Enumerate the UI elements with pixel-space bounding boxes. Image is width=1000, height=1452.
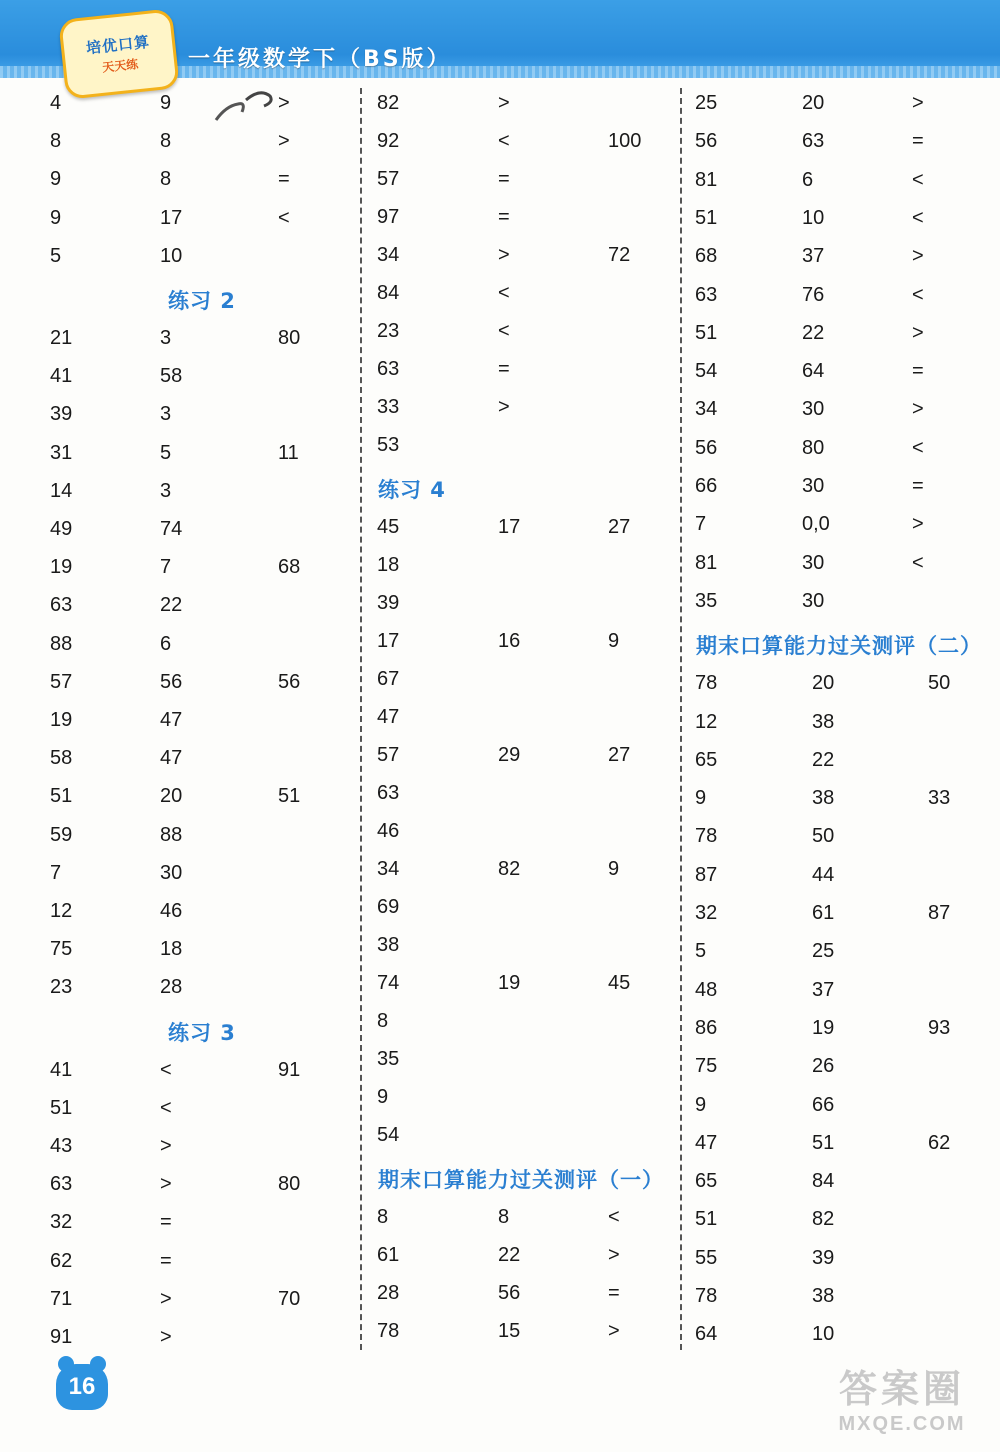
answer-cell: 25 [812, 940, 835, 963]
answer-cell: 19 [498, 972, 521, 994]
answer-cell: 48 [695, 978, 718, 1001]
answer-cell: 20 [160, 785, 183, 808]
answer-cell: 34 [695, 398, 718, 421]
answer-cell: 47 [695, 1131, 718, 1154]
answer-cell: 76 [802, 283, 825, 306]
answer-cell: 30 [160, 861, 183, 884]
answer-cell: 68 [695, 245, 718, 268]
answer-cell: 8 [160, 130, 172, 153]
answer-cell: 9 [377, 1086, 389, 1108]
answer-cell: 47 [160, 709, 183, 731]
logo-subtitle: 天天练 [101, 57, 139, 75]
answer-cell: 66 [812, 1093, 835, 1116]
answer-cell: 88 [160, 823, 183, 846]
answer-cell: 22 [812, 748, 835, 771]
answer-cell: > [160, 1326, 172, 1348]
answer-cell: 57 [377, 168, 400, 190]
answer-cell: 69 [377, 896, 400, 918]
answer-cell: 7 [160, 556, 172, 579]
answer-cell: < [278, 206, 290, 229]
answer-cell: 10 [812, 1323, 835, 1346]
answer-cell: 8 [498, 1206, 510, 1228]
answer-cell: 28 [377, 1282, 400, 1304]
answer-cell: < [498, 320, 510, 342]
answer-cell: 49 [50, 518, 73, 540]
answer-cell: 6 [160, 632, 172, 655]
answer-cell: 8 [160, 168, 172, 191]
answer-cell: 33 [928, 787, 951, 810]
answer-cell: 15 [498, 1320, 521, 1342]
answer-cell: 23 [377, 320, 400, 342]
answer-cell: 80 [278, 327, 301, 349]
answer-cell: 34 [377, 858, 400, 880]
answer-cell: 92 [377, 130, 400, 152]
answer-cell: 9 [160, 92, 172, 114]
section-heading: 期末口算能力过关测评（二） [696, 634, 982, 659]
answer-cell: = [912, 475, 924, 497]
answer-cell: < [498, 282, 510, 304]
answer-cell: 9 [695, 787, 707, 810]
answer-cell: = [498, 206, 510, 228]
answer-cell: 17 [377, 630, 400, 652]
answer-cell: 35 [695, 589, 718, 612]
answer-cell: > [608, 1244, 620, 1266]
answer-cell: > [160, 1287, 172, 1310]
answer-cell: = [160, 1249, 172, 1272]
answer-cell: 86 [695, 1016, 718, 1039]
answer-cell: 63 [50, 594, 73, 617]
answer-cell: 63 [377, 782, 400, 804]
answer-cell: 5 [160, 441, 172, 464]
answer-cell: > [912, 321, 924, 344]
answer-cell: 12 [695, 710, 718, 733]
answer-cell: 10 [802, 206, 825, 229]
answer-cell: 9 [608, 630, 620, 652]
column-divider-1 [360, 88, 362, 1350]
answer-cell: 14 [50, 479, 73, 502]
pencil-scribble-icon [212, 86, 282, 126]
series-logo [58, 8, 180, 99]
answer-cell: 18 [160, 938, 183, 961]
answer-cell: 20 [812, 672, 835, 695]
column-divider-2 [680, 88, 682, 1350]
answer-cell: 6 [802, 168, 814, 191]
answer-cell: 18 [377, 554, 400, 576]
answer-cell: 22 [802, 321, 825, 344]
answer-cell: 30 [802, 398, 825, 421]
answer-cell: 51 [812, 1131, 835, 1154]
answer-cell: = [278, 168, 290, 191]
answer-cell: > [160, 1135, 172, 1157]
answer-cell: 50 [928, 672, 951, 695]
answer-cell: = [160, 1211, 172, 1234]
answer-cell: 45 [608, 972, 631, 994]
answer-cell: < [608, 1206, 620, 1228]
answer-cell: 41 [50, 365, 73, 388]
answer-cell: 78 [695, 1285, 718, 1307]
answer-cell: 29 [498, 744, 521, 766]
answer-cell: 16 [498, 630, 521, 652]
answer-cell: 64 [802, 360, 825, 383]
answer-cell: 17 [498, 516, 521, 538]
answer-cell: 28 [160, 976, 183, 999]
answer-cell: 62 [928, 1131, 951, 1154]
answer-cell: 56 [498, 1282, 521, 1304]
answer-cell: 8 [377, 1010, 389, 1032]
answer-cell: 56 [695, 436, 718, 459]
answer-cell: 66 [695, 475, 718, 497]
answer-cell: 82 [377, 92, 400, 114]
answer-cell: = [912, 130, 924, 153]
answer-cell: 45 [377, 516, 400, 538]
answer-cell: > [498, 92, 510, 114]
answer-cell: 44 [812, 863, 835, 886]
answer-cell: > [912, 245, 924, 268]
watermark-text: 答案圈 [838, 1367, 965, 1411]
answer-cell: 38 [812, 1285, 835, 1307]
answer-cell: < [912, 283, 924, 306]
answer-cell: 56 [695, 130, 718, 153]
answer-cell: 72 [608, 244, 631, 266]
answer-cell: > [160, 1173, 172, 1196]
answer-cell: 63 [695, 283, 718, 306]
answer-cell: 82 [812, 1208, 835, 1231]
answer-cell: > [278, 130, 290, 153]
answer-cell: 87 [928, 902, 951, 924]
answer-cell: 21 [50, 327, 73, 349]
answer-cell: 91 [278, 1058, 301, 1081]
answer-cell: > [912, 398, 924, 421]
answer-cell: 34 [377, 244, 400, 266]
answer-cell: 39 [50, 403, 73, 426]
answer-cell: 41 [50, 1058, 73, 1081]
answer-cell: 3 [160, 479, 172, 502]
answer-cell: 8 [377, 1206, 389, 1228]
answer-cell: 84 [812, 1170, 835, 1193]
answer-cell: 26 [812, 1055, 835, 1078]
answer-cell: 59 [50, 823, 73, 846]
answer-cell: 50 [812, 825, 835, 848]
answer-cell: 58 [160, 365, 183, 388]
answer-cell: 57 [50, 670, 73, 693]
answer-cell: 12 [50, 900, 73, 922]
answer-cell: 78 [695, 825, 718, 848]
site-watermark [812, 1352, 992, 1442]
answer-cell: 80 [278, 1173, 301, 1196]
answer-cell: 9 [50, 206, 62, 229]
answer-cell: 81 [695, 168, 718, 191]
answer-cell: 20 [802, 92, 825, 114]
answer-cell: 75 [695, 1055, 718, 1078]
answer-cell: < [160, 1058, 172, 1081]
answer-cell: < [160, 1096, 172, 1119]
answer-cell: 71 [50, 1287, 73, 1310]
answer-cell: > [498, 396, 510, 418]
answer-cell: 62 [50, 1249, 73, 1272]
answer-cell: > [278, 92, 290, 114]
answer-cell: = [498, 358, 510, 380]
answer-cell: = [912, 360, 924, 383]
answer-cell: 23 [50, 976, 73, 999]
answer-cell: 3 [160, 327, 172, 349]
answer-cell: 54 [377, 1124, 400, 1146]
answer-cell: 55 [695, 1246, 718, 1269]
answer-cell: > [498, 244, 510, 266]
answer-cell: 93 [928, 1016, 951, 1039]
answer-cell: 27 [608, 516, 631, 538]
answer-cell: 9 [50, 168, 62, 191]
answer-cell: > [912, 513, 924, 536]
answer-cell: 53 [377, 434, 400, 456]
answer-cell: 30 [802, 551, 825, 574]
logo-title: 培优口算 [85, 32, 151, 58]
answer-cell: 11 [278, 441, 299, 464]
answer-cell: < [912, 168, 924, 191]
answer-cell: 30 [802, 475, 825, 497]
answer-cell: = [498, 168, 510, 190]
answer-cell: 46 [160, 900, 183, 922]
answer-cell: 38 [812, 787, 835, 810]
answer-cell: 22 [498, 1244, 521, 1266]
answer-cell: 38 [377, 934, 400, 956]
section-heading: 练习 3 [168, 1020, 236, 1045]
answer-cell: 63 [50, 1173, 73, 1196]
answer-cell: 32 [50, 1211, 73, 1234]
answer-cell: 22 [160, 594, 183, 617]
page-number-badge: 16 [56, 1364, 108, 1410]
answer-cell: 19 [812, 1016, 835, 1039]
watermark-url: MXQE.COM [838, 1413, 966, 1435]
answer-cell: 35 [377, 1048, 400, 1070]
answer-cell: 100 [608, 130, 642, 152]
answer-cell: 70 [278, 1287, 301, 1310]
answer-cell: 46 [377, 820, 400, 842]
answer-cell: 84 [377, 282, 400, 304]
answer-cell: 19 [50, 556, 73, 579]
section-heading: 练习 2 [168, 289, 236, 313]
answer-cell: 47 [160, 747, 183, 770]
answer-cell: 32 [695, 902, 718, 924]
answer-cell: 68 [278, 556, 301, 579]
answer-cell: 4 [50, 92, 62, 114]
answer-cell: 19 [50, 709, 73, 731]
answer-cell: 75 [50, 938, 73, 961]
answer-cell: 27 [608, 744, 631, 766]
answer-cell: 51 [50, 785, 73, 808]
answer-cell: 63 [377, 358, 400, 380]
answer-cell: 51 [695, 206, 718, 229]
answer-cell: 3 [160, 403, 172, 426]
answer-cell: 7 [695, 513, 707, 536]
answer-cell: < [498, 130, 510, 152]
answer-cell: 57 [377, 744, 400, 766]
answer-cell: 51 [695, 1208, 718, 1231]
answer-cell: 65 [695, 748, 718, 771]
answer-cell: 5 [50, 244, 62, 267]
answer-cell: 63 [802, 130, 825, 153]
answer-cell: 88 [50, 632, 73, 655]
answer-cell: < [912, 436, 924, 459]
answer-cell: 91 [50, 1326, 73, 1348]
answer-cell: 51 [695, 321, 718, 344]
answer-cell: 31 [50, 441, 73, 464]
answer-cell: 33 [377, 396, 400, 418]
section-heading: 期末口算能力过关测评（一） [378, 1168, 664, 1192]
answer-cell: 43 [50, 1135, 73, 1157]
section-heading: 练习 4 [378, 478, 446, 502]
answer-cell: 82 [498, 858, 521, 880]
answer-cell: > [608, 1320, 620, 1342]
answer-cell: 9 [695, 1093, 707, 1116]
answer-cell: 10 [160, 244, 183, 267]
answer-cell: 74 [160, 518, 183, 540]
answer-cell: 37 [802, 245, 825, 268]
answer-cell: 58 [50, 747, 73, 770]
answer-cell: 7 [50, 861, 62, 884]
answer-cell: 38 [812, 710, 835, 733]
answer-cell: 56 [278, 670, 301, 693]
answer-cell: 97 [377, 206, 400, 228]
answer-cell: 51 [50, 1096, 73, 1119]
answer-cell: 39 [377, 592, 400, 614]
answer-cell: 61 [377, 1244, 400, 1266]
answer-cell: 8 [50, 130, 62, 153]
answer-cell: 17 [160, 206, 183, 229]
answer-cell: 30 [802, 589, 825, 612]
answer-cell: 65 [695, 1170, 718, 1193]
answer-cell: 47 [377, 706, 400, 728]
book-title: 一年级数学下（BS版） [188, 47, 452, 72]
answer-cell: 67 [377, 668, 400, 690]
answer-cell: 61 [812, 902, 835, 924]
answer-cell: 9 [608, 858, 620, 880]
answer-cell: 0,0 [802, 513, 830, 536]
header-banner [0, 0, 1000, 78]
answer-cell: 78 [695, 672, 718, 695]
answer-cell: 5 [695, 940, 707, 963]
answer-cell: 54 [695, 360, 718, 383]
answer-cell: 37 [812, 978, 835, 1001]
answer-cell: > [912, 92, 924, 114]
answer-cell: 87 [695, 863, 718, 886]
answer-cell: < [912, 551, 924, 574]
answer-cell: = [608, 1282, 620, 1304]
answer-cell: 80 [802, 436, 825, 459]
answer-cell: 78 [377, 1320, 400, 1342]
answer-cell: 39 [812, 1246, 835, 1269]
answer-cell: 56 [160, 670, 183, 693]
answer-cell: 74 [377, 972, 400, 994]
answer-cell: 81 [695, 551, 718, 574]
answer-cell: < [912, 206, 924, 229]
answer-cell: 25 [695, 92, 718, 114]
answer-cell: 51 [278, 785, 301, 808]
answer-cell: 64 [695, 1323, 718, 1346]
